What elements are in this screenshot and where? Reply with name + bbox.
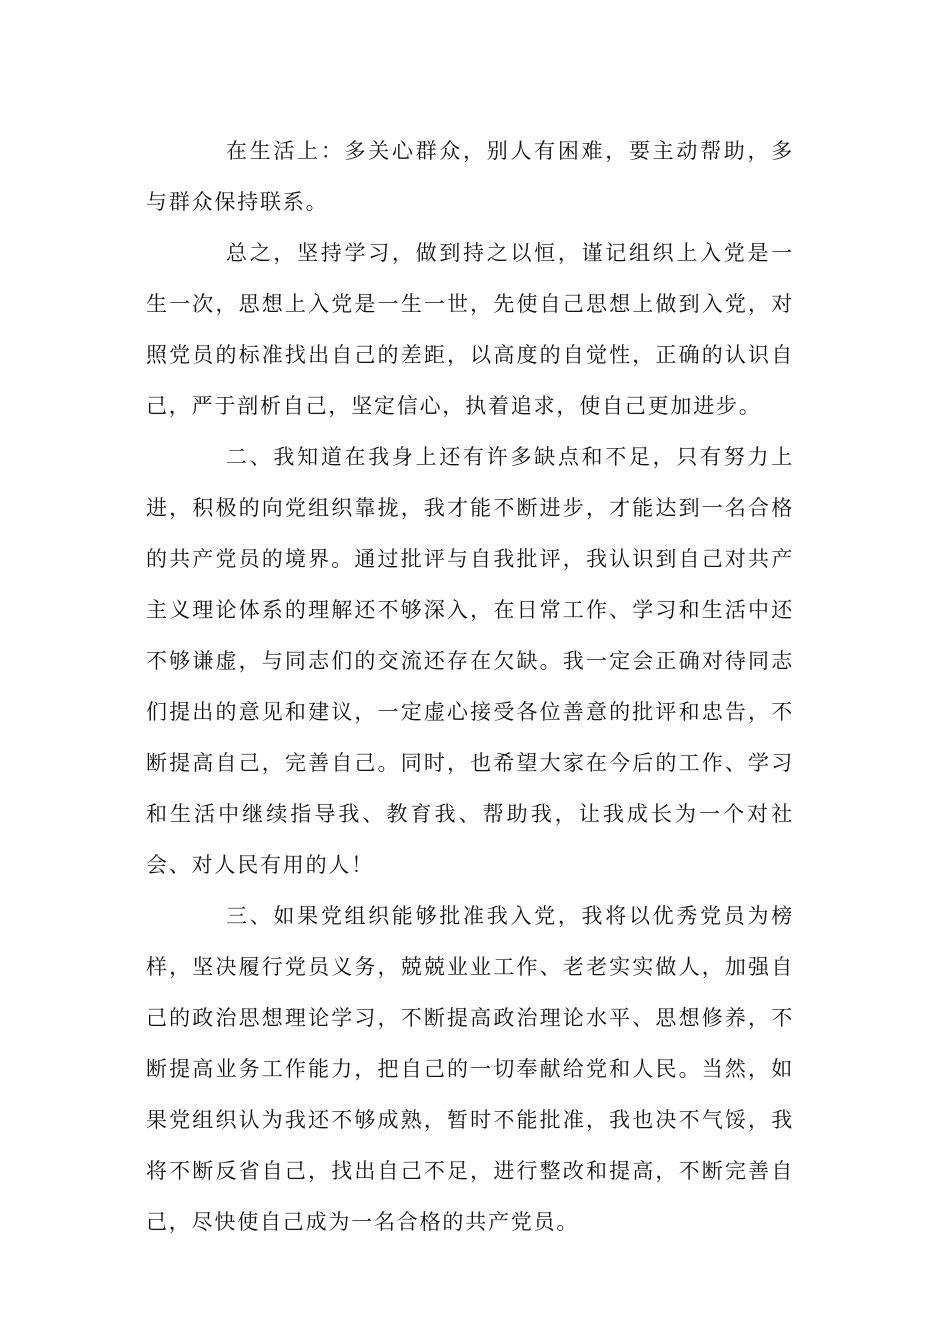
paragraph-section-three: 三、如果党组织能够批准我入党，我将以优秀党员为榜样，坚决履行党员义务，兢兢业业工作、老老实实做人，加强自己的政治思想理论学习，不断提高政治理论水平、思想修养，不断提高业务工作能力，把自己的一切奉献给党和人民。当然，如果党组织认为我还不够成熟，暂时不能批准，我也决不气馁，我将不断反省自己，找出自己不足，进行整改和提高，不断完善自己，尽快使自己成为一名合格的共产党员。 [146,904,794,1234]
paragraph-section-two: 二、我知道在我身上还有许多缺点和不足，只有努力上进，积极的向党组织靠拢，我才能不断进步，才能达到一名合格的共产党员的境界。通过批评与自我批评，我认识到自己对共产主义理论体系的理解还不够深入，在日常工作、学习和生活中还不够谦虚，与同志们的交流还存在欠缺。我一定会正确对待同志们提出的意见和建议，一定虚心接受各位善意的批评和忠告，不断提高自己，完善自己。同时，也希望大家在今后的工作、学习和生活中继续指导我、教育我、帮助我，让我成长为一个对社会、对人民有用的人！ [146,445,794,877]
document-page [146,126,794,1248]
paragraph-summary: 总之，坚持学习，做到持之以恒，谨记组织上入党是一生一次，思想上入党是一生一世，先使自己思想上做到入党，对照党员的标准找出自己的差距，以高度的自觉性，正确的认识自己，严于剖析自己，坚定信心，执着追求，使自己更加进步。 [146,241,794,418]
paragraph-life: 在生活上：多关心群众，别人有困难，要主动帮助，多与群众保持联系。 [146,139,794,214]
